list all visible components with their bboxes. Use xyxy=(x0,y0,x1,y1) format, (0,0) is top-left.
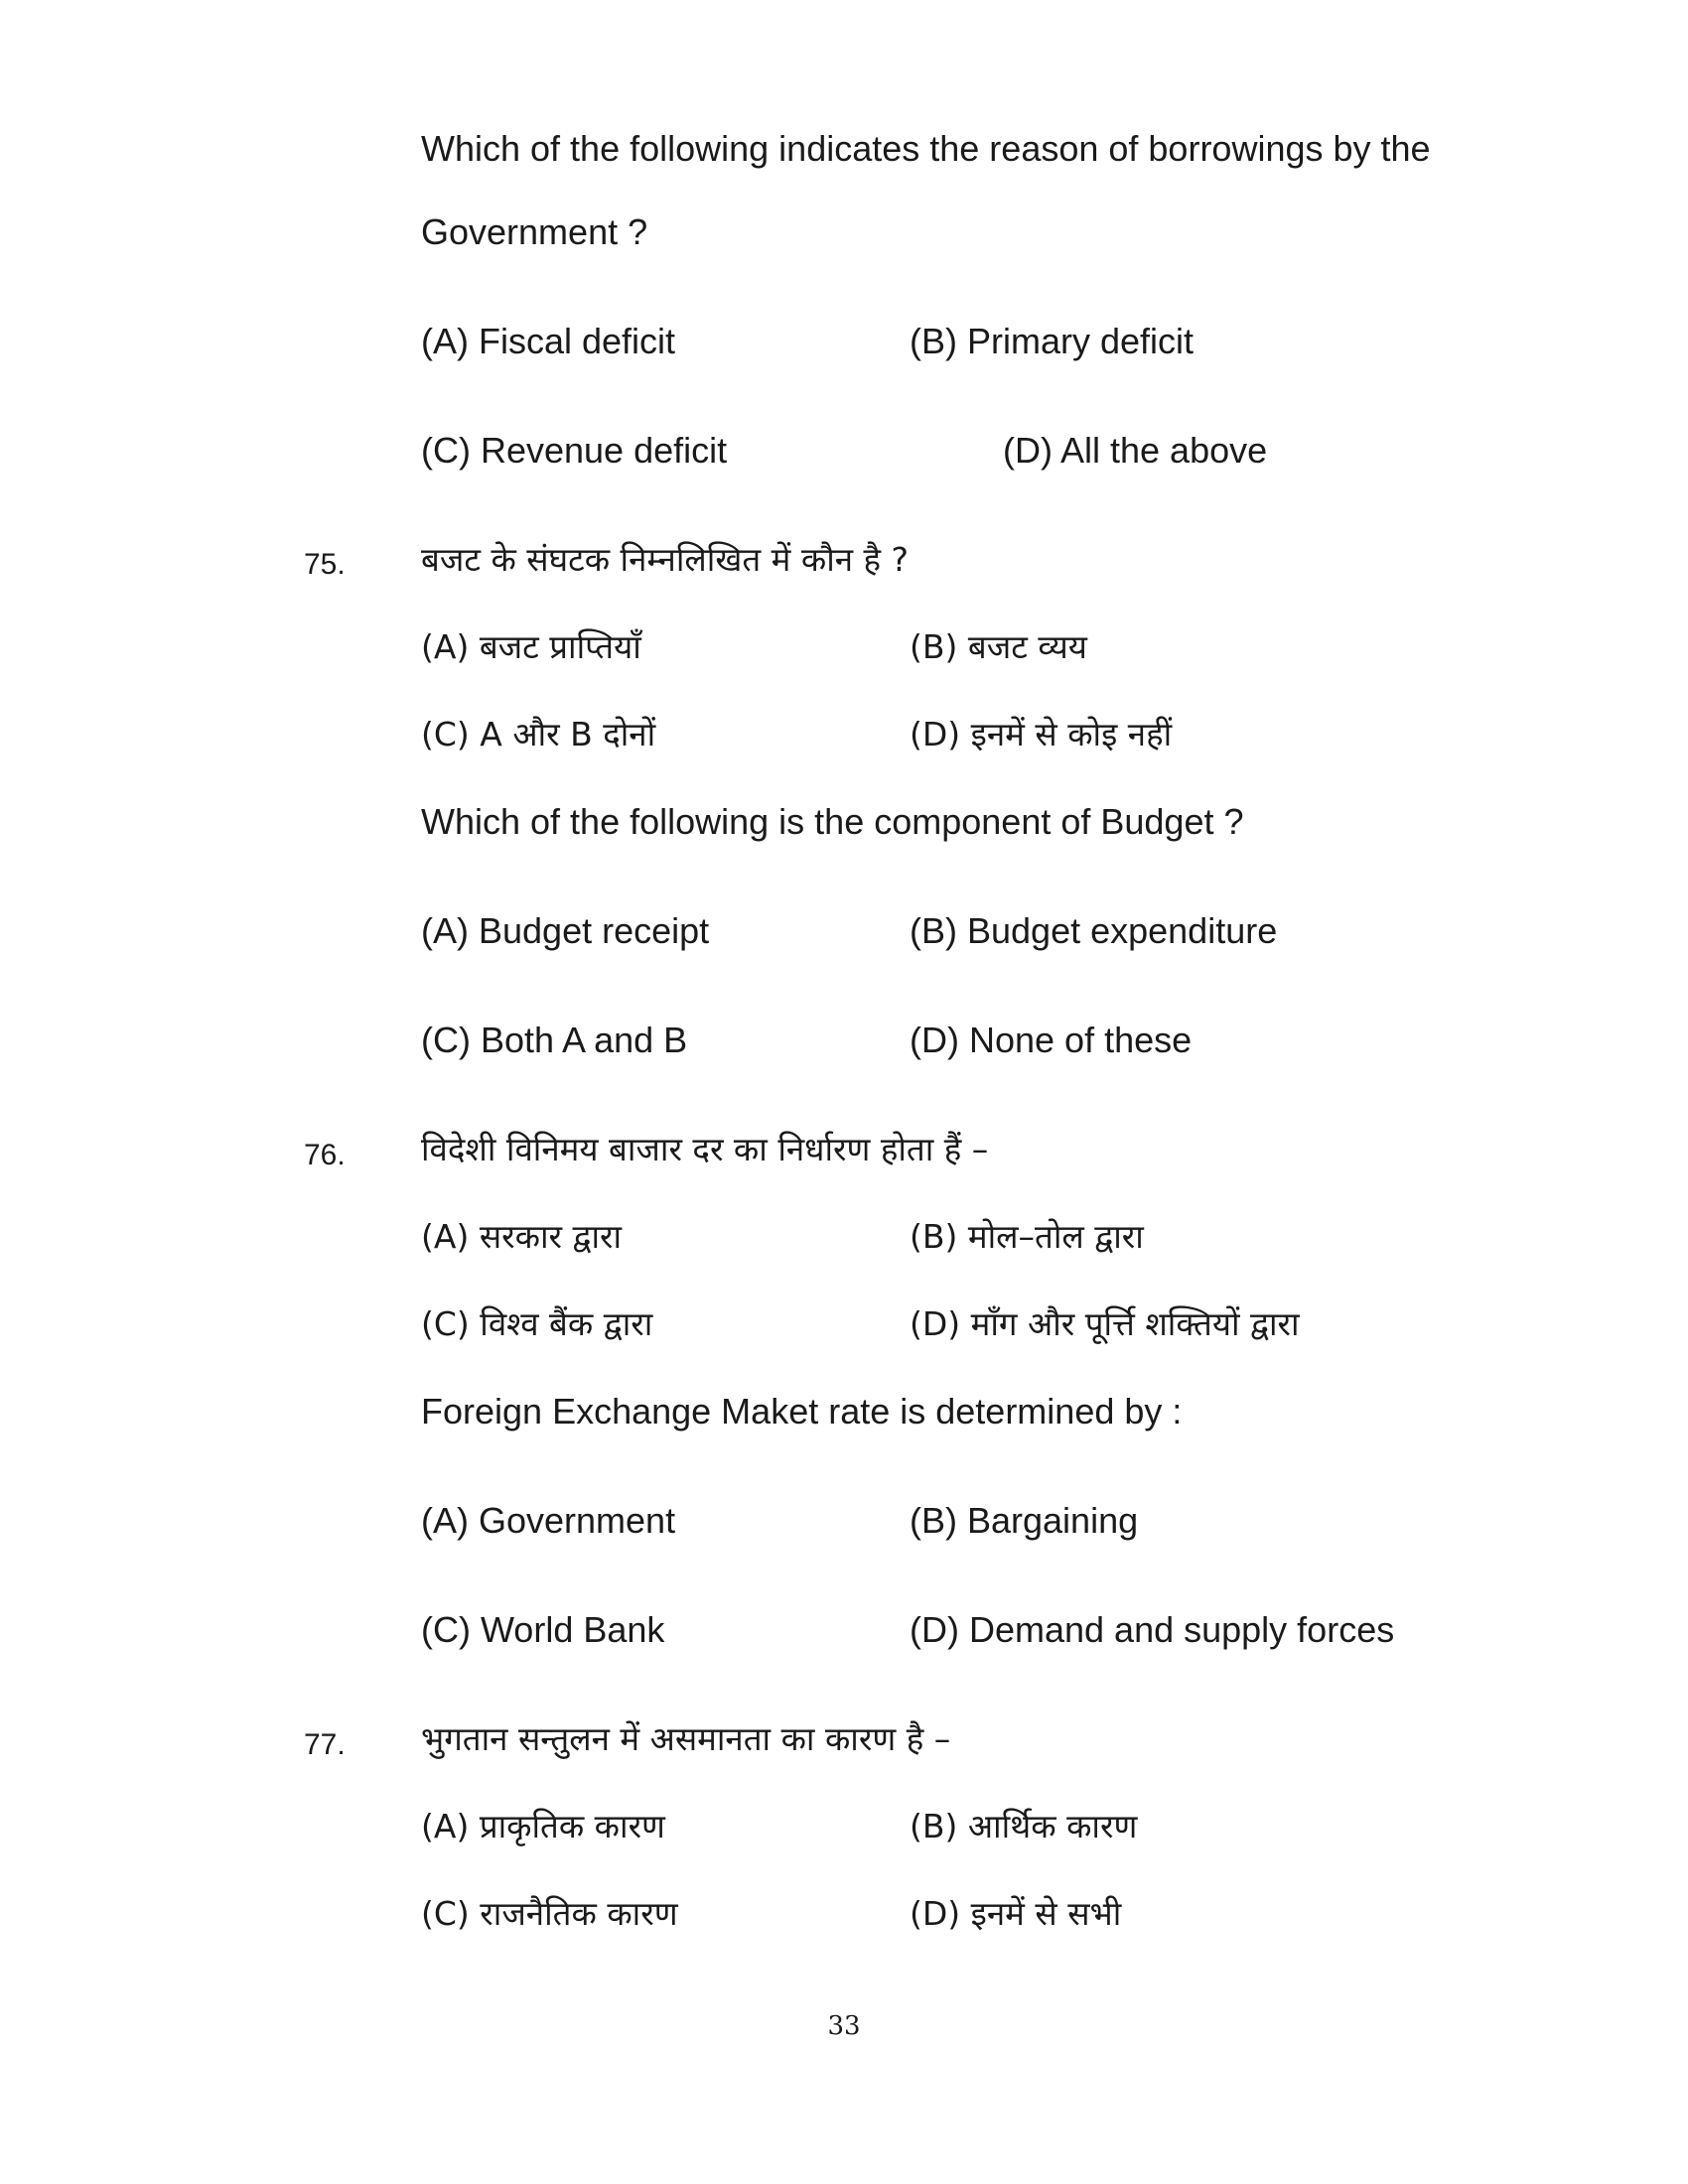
q76-number: 76. xyxy=(304,1139,346,1171)
q75-hindi-option-a: (A) बजट प्राप्तियाँ xyxy=(421,627,641,666)
q75-hindi-option-b: (B) बजट व्यय xyxy=(910,627,1087,666)
q75-number: 75. xyxy=(304,548,346,581)
q74-question-line2: Government ? xyxy=(421,211,648,252)
q76-hindi-question: विदेशी विनिमय बाजार दर का निर्धारण होता हैं – xyxy=(421,1130,989,1168)
q75-english-option-a: (A) Budget receipt xyxy=(421,910,710,951)
q75-english-option-d: (D) None of these xyxy=(910,1020,1193,1060)
q77-hindi-question: भुगतान सन्तुलन में असमानता का कारण है – xyxy=(421,1719,951,1758)
q74-option-d: (D) All the above xyxy=(1003,430,1268,471)
q77-hindi-option-a: (A) प्राकृतिक कारण xyxy=(421,1807,665,1845)
q76-hindi-option-b: (B) मोल–तोल द्वारा xyxy=(910,1217,1144,1256)
q76-english-option-d: (D) Demand and supply forces xyxy=(910,1609,1395,1650)
q74-option-a: (A) Fiscal deficit xyxy=(421,321,676,361)
q77-hindi-option-b: (B) आर्थिक कारण xyxy=(910,1807,1138,1845)
q75-hindi-option-d: (D) इनमें से कोइ नहीं xyxy=(910,715,1173,753)
q76-english-option-a: (A) Government xyxy=(421,1500,676,1541)
q76-hindi-option-c: (C) विश्व बैंक द्वारा xyxy=(421,1304,653,1343)
q75-english-question: Which of the following is the component of Budget ? xyxy=(421,801,1244,842)
q76-english-question: Foreign Exchange Maket rate is determined by : xyxy=(421,1391,1183,1432)
q76-hindi-option-d: (D) माँग और पूर्त्ति शक्तियों द्वारा xyxy=(910,1304,1300,1343)
q77-hindi-option-c: (C) राजनैतिक कारण xyxy=(421,1894,678,1933)
q76-hindi-option-a: (A) सरकार द्वारा xyxy=(421,1217,623,1256)
q75-hindi-option-c: (C) A और B दोनों xyxy=(421,715,656,753)
q77-number: 77. xyxy=(304,1728,346,1761)
q75-english-option-c: (C) Both A and B xyxy=(421,1020,688,1060)
q76-english-option-b: (B) Bargaining xyxy=(910,1500,1139,1541)
q76-english-option-c: (C) World Bank xyxy=(421,1609,665,1650)
q74-option-b: (B) Primary deficit xyxy=(910,321,1195,361)
q75-english-option-b: (B) Budget expenditure xyxy=(910,910,1278,951)
q77-hindi-option-d: (D) इनमें से सभी xyxy=(910,1894,1122,1933)
page-number: 33 xyxy=(827,2011,861,2041)
q74-option-c: (C) Revenue deficit xyxy=(421,430,728,471)
q75-hindi-question: बजट के संघटक निम्नलिखित में कौन है ? xyxy=(421,540,910,579)
q74-question-line1: Which of the following indicates the reason of borrowings by the xyxy=(421,128,1431,169)
